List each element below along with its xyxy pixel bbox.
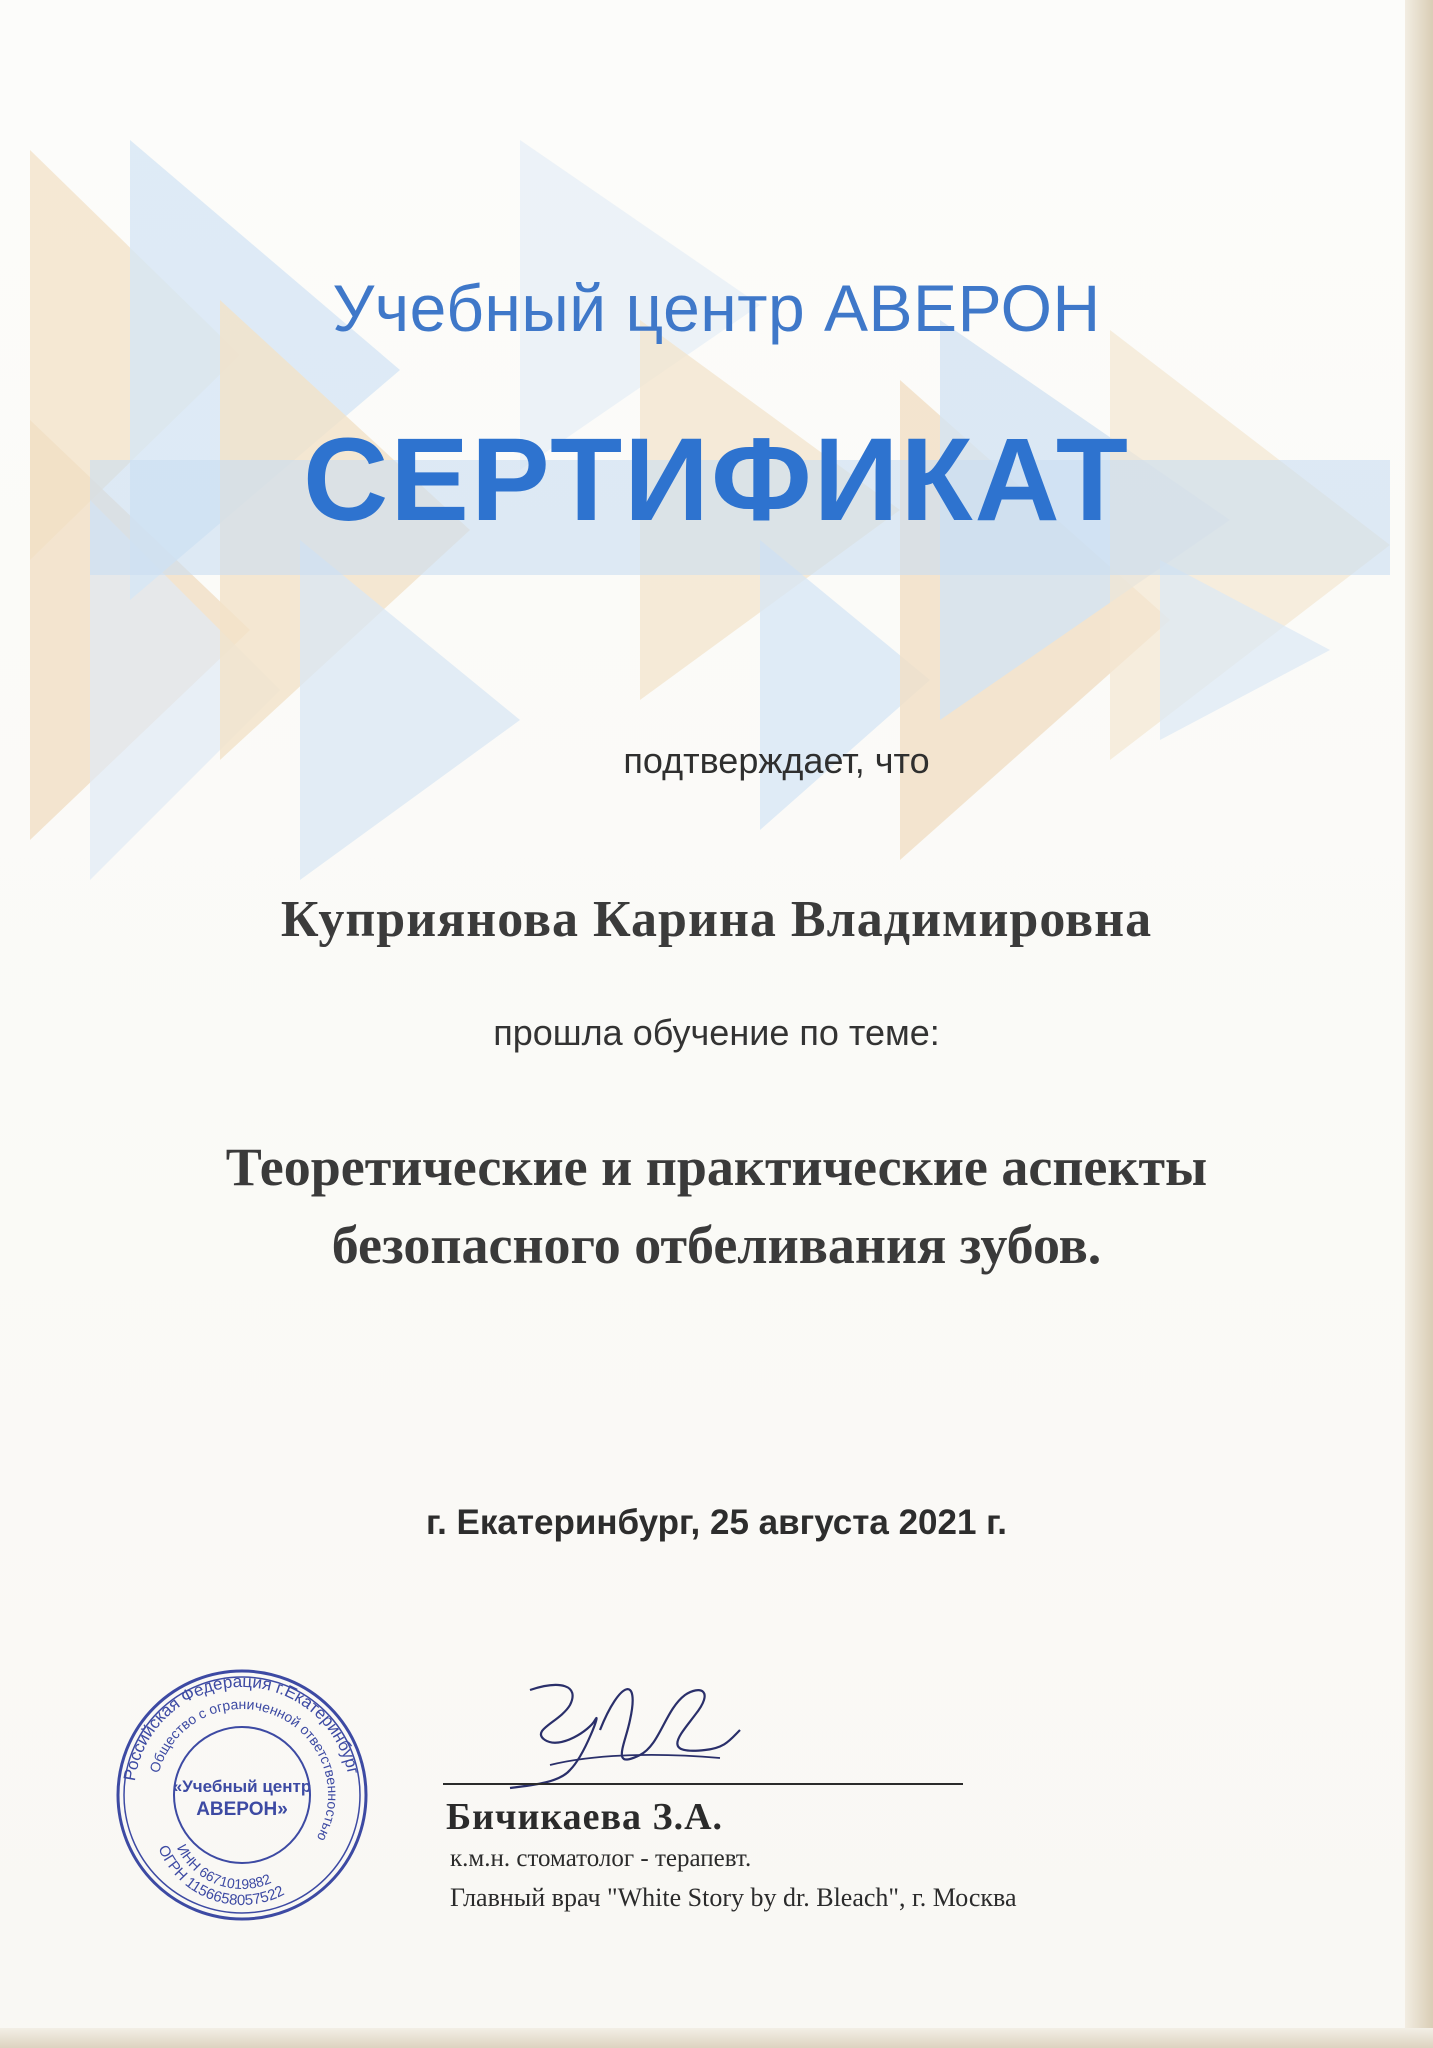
confirms-text: подтверждает, что [623,740,930,781]
stamp-inn-text: ОГРН 1156658057522 [154,1842,287,1910]
signature-line [443,1783,963,1785]
handwritten-signature [490,1660,750,1810]
place-and-date: г. Екатеринбург, 25 августа 2021 г. [426,1503,1007,1542]
stamp-ogrn-text: ИНН 6671019882 [174,1841,274,1893]
stamp-center-line-2: АВЕРОН» [196,1799,288,1820]
completed-text: прошла обучение по теме: [493,1012,940,1053]
stamp-ring-inner-text: Общество с ограниченной ответственностью [146,1695,342,1844]
svg-text:Общество с ограниченной ответс [146,1696,341,1844]
signatory-degree: к.м.н. стоматолог - терапевт. [450,1845,752,1872]
stamp-ring-outer-text: Российская Федерация г.Екатеринбург [119,1671,363,1783]
certificate-heading: СЕРТИФИКАТ [303,414,1130,546]
signatory-position: Главный врач "White Story by dr. Bleach", г. Москва [450,1883,1017,1912]
stamp-center-line-1: «Учебный центр [172,1777,312,1796]
course-topic-line-1: Теоретические и практические аспекты [225,1137,1208,1197]
recipient-name: Куприянова Карина Владимировна [280,891,1153,948]
organization-title: Учебный центр АВЕРОН [332,271,1101,345]
course-topic [0,1128,1433,1284]
paper-edge-bottom [0,2028,1433,2048]
organization-stamp [112,1665,372,1925]
course-topic-line-2: безопасного отбеливания зубов. [331,1215,1102,1275]
signatory-name: Бичикаева З.А. [446,1796,724,1838]
